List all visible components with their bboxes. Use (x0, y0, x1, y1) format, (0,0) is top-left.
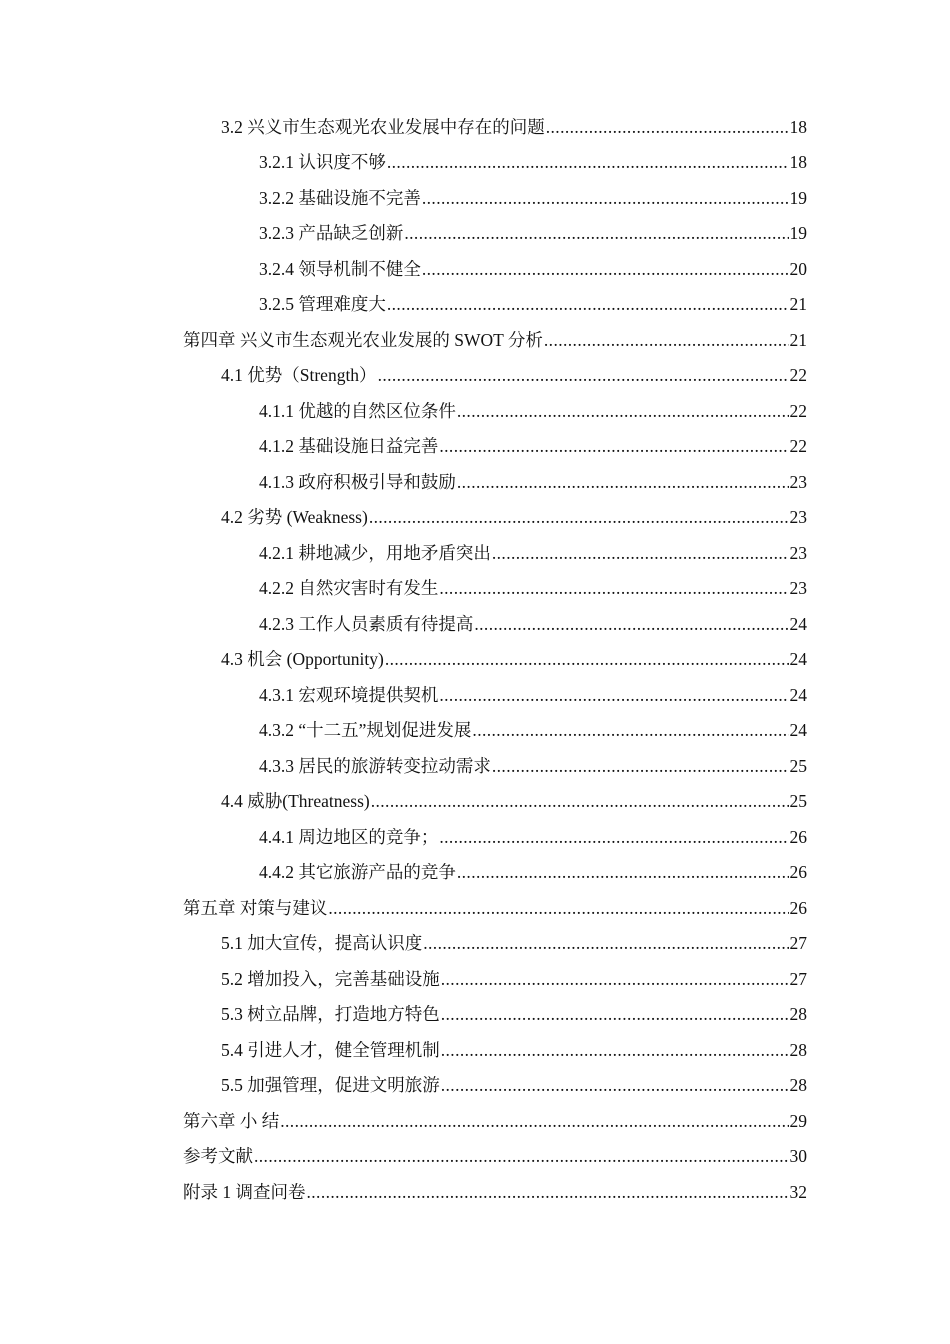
toc-entry[interactable] (0, 784, 950, 820)
toc-entry[interactable] (0, 500, 950, 536)
toc-entry[interactable] (0, 358, 950, 394)
toc-dot-leader (439, 578, 788, 598)
toc-entry-page-number: 23 (789, 471, 807, 492)
toc-dot-leader (422, 188, 789, 208)
toc-entry[interactable] (0, 677, 950, 713)
toc-entry[interactable] (0, 1068, 950, 1104)
toc-entry-title: 3.2.3 产品缺乏创新 (259, 223, 404, 244)
toc-dot-leader (387, 294, 789, 314)
toc-entry[interactable] (0, 1174, 950, 1210)
toc-dot-leader (439, 436, 788, 456)
toc-entry-title: 3.2 兴义市生态观光农业发展中存在的问题 (221, 116, 545, 137)
toc-dot-leader (378, 365, 789, 385)
toc-entry-title: 第五章 对策与建议 (183, 897, 328, 918)
toc-dot-leader (307, 1182, 789, 1202)
toc-dot-leader (546, 117, 789, 137)
toc-entry[interactable] (0, 748, 950, 784)
toc-entry-page-number: 23 (789, 542, 807, 563)
table-of-contents (0, 109, 950, 1210)
toc-entry-page-number: 30 (789, 1146, 807, 1167)
toc-entry-title: 4.3 机会 (Opportunity) (221, 649, 384, 670)
toc-entry-page-number: 25 (789, 755, 807, 776)
toc-entry-title: 第六章 小 结 (183, 1110, 280, 1131)
toc-dot-leader (441, 1004, 789, 1024)
toc-entry-title: 4.3.1 宏观环境提供契机 (259, 684, 439, 705)
toc-dot-leader (457, 472, 789, 492)
toc-entry[interactable] (0, 606, 950, 642)
toc-entry-title: 参考文献 (183, 1146, 253, 1167)
toc-entry[interactable] (0, 180, 950, 216)
toc-entry-page-number: 22 (789, 400, 807, 421)
toc-entry[interactable] (0, 855, 950, 891)
toc-dot-leader (404, 223, 788, 243)
toc-entry-page-number: 32 (789, 1181, 807, 1202)
toc-entry[interactable] (0, 393, 950, 429)
toc-dot-leader (492, 756, 789, 776)
toc-entry-page-number: 23 (789, 507, 807, 528)
toc-entry-title: 4.3.3 居民的旅游转变拉动需求 (259, 755, 491, 776)
toc-dot-leader (369, 507, 789, 527)
toc-entry-title: 4.3.2 “十二五”规划促进发展 (259, 720, 472, 741)
toc-entry-title: 3.2.1 认识度不够 (259, 152, 386, 173)
toc-dot-leader (441, 1075, 789, 1095)
toc-entry-title: 4.2.2 自然灾害时有发生 (259, 578, 439, 599)
toc-dot-leader (439, 685, 788, 705)
toc-entry[interactable] (0, 926, 950, 962)
toc-entry-page-number: 22 (789, 365, 807, 386)
toc-dot-leader (423, 933, 788, 953)
toc-entry-title: 4.4.2 其它旅游产品的竞争 (259, 862, 456, 883)
toc-entry[interactable] (0, 819, 950, 855)
toc-dot-leader (474, 614, 788, 634)
toc-entry-title: 4.1 优势（Strength） (221, 365, 377, 386)
toc-entry-title: 4.1.2 基础设施日益完善 (259, 436, 439, 457)
toc-dot-leader (385, 649, 789, 669)
toc-dot-leader (457, 862, 789, 882)
toc-dot-leader (422, 259, 789, 279)
toc-entry[interactable] (0, 642, 950, 678)
toc-dot-leader (254, 1146, 789, 1166)
toc-entry-title: 4.4.1 周边地区的竞争； (259, 826, 439, 847)
toc-entry-page-number: 26 (789, 826, 807, 847)
toc-entry-page-number: 28 (789, 1075, 807, 1096)
toc-dot-leader (439, 827, 788, 847)
toc-entry-page-number: 25 (789, 791, 807, 812)
toc-entry-title: 4.2.1 耕地减少，用地矛盾突出 (259, 542, 491, 563)
toc-dot-leader (457, 401, 789, 421)
toc-entry-page-number: 18 (789, 116, 807, 137)
toc-entry-title: 第四章 兴义市生态观光农业发展的 SWOT 分析 (183, 329, 543, 350)
toc-entry-page-number: 27 (789, 933, 807, 954)
toc-entry[interactable] (0, 145, 950, 181)
toc-entry-title: 5.5 加强管理，促进文明旅游 (221, 1075, 440, 1096)
toc-entry[interactable] (0, 287, 950, 323)
toc-dot-leader (472, 720, 788, 740)
toc-entry-page-number: 21 (789, 294, 807, 315)
toc-entry[interactable] (0, 216, 950, 252)
toc-entry-page-number: 21 (789, 329, 807, 350)
toc-entry-title: 5.4 引进人才，健全管理机制 (221, 1039, 440, 1060)
toc-entry-title: 3.2.2 基础设施不完善 (259, 187, 421, 208)
toc-entry-page-number: 29 (789, 1110, 807, 1131)
toc-entry-page-number: 20 (789, 258, 807, 279)
toc-entry[interactable] (0, 464, 950, 500)
toc-entry[interactable] (0, 535, 950, 571)
toc-dot-leader (441, 1040, 789, 1060)
toc-entry[interactable] (0, 1032, 950, 1068)
toc-entry[interactable] (0, 713, 950, 749)
toc-entry-title: 5.3 树立品牌，打造地方特色 (221, 1004, 440, 1025)
toc-entry-page-number: 18 (789, 152, 807, 173)
toc-dot-leader (441, 969, 789, 989)
toc-entry-page-number: 19 (789, 223, 807, 244)
toc-entry-title: 附录 1 调查问卷 (183, 1181, 306, 1202)
toc-entry[interactable] (0, 251, 950, 287)
toc-entry-page-number: 24 (789, 649, 807, 670)
toc-entry-title: 5.2 增加投入，完善基础设施 (221, 968, 440, 989)
toc-entry-page-number: 26 (789, 862, 807, 883)
toc-dot-leader (544, 330, 789, 350)
toc-dot-leader (280, 1111, 788, 1131)
toc-entry[interactable] (0, 1139, 950, 1175)
toc-entry-title: 5.1 加大宣传，提高认识度 (221, 933, 423, 954)
toc-entry-page-number: 27 (789, 968, 807, 989)
toc-entry-page-number: 28 (789, 1004, 807, 1025)
toc-entry-title: 4.1.1 优越的自然区位条件 (259, 400, 456, 421)
toc-dot-leader (371, 791, 789, 811)
toc-entry[interactable] (0, 890, 950, 926)
toc-entry-page-number: 24 (789, 720, 807, 741)
toc-entry-title: 3.2.4 领导机制不健全 (259, 258, 421, 279)
toc-entry-page-number: 19 (789, 187, 807, 208)
toc-entry-title: 4.4 威胁(Threatness) (221, 791, 370, 812)
toc-entry-page-number: 26 (789, 897, 807, 918)
toc-entry-title: 4.2 劣势 (Weakness) (221, 507, 368, 528)
toc-entry[interactable] (0, 1103, 950, 1139)
toc-entry-page-number: 22 (789, 436, 807, 457)
toc-entry[interactable] (0, 322, 950, 358)
toc-dot-leader (328, 898, 788, 918)
toc-entry[interactable] (0, 997, 950, 1033)
toc-entry[interactable] (0, 109, 950, 145)
toc-entry-page-number: 24 (789, 613, 807, 634)
toc-entry-title: 3.2.5 管理难度大 (259, 294, 386, 315)
toc-entry[interactable] (0, 571, 950, 607)
toc-entry[interactable] (0, 961, 950, 997)
toc-entry-title: 4.1.3 政府积极引导和鼓励 (259, 471, 456, 492)
toc-entry-page-number: 23 (789, 578, 807, 599)
toc-entry-page-number: 24 (789, 684, 807, 705)
toc-dot-leader (387, 152, 789, 172)
toc-entry-title: 4.2.3 工作人员素质有待提高 (259, 613, 474, 634)
toc-entry[interactable] (0, 429, 950, 465)
toc-entry-page-number: 28 (789, 1039, 807, 1060)
toc-dot-leader (492, 543, 789, 563)
